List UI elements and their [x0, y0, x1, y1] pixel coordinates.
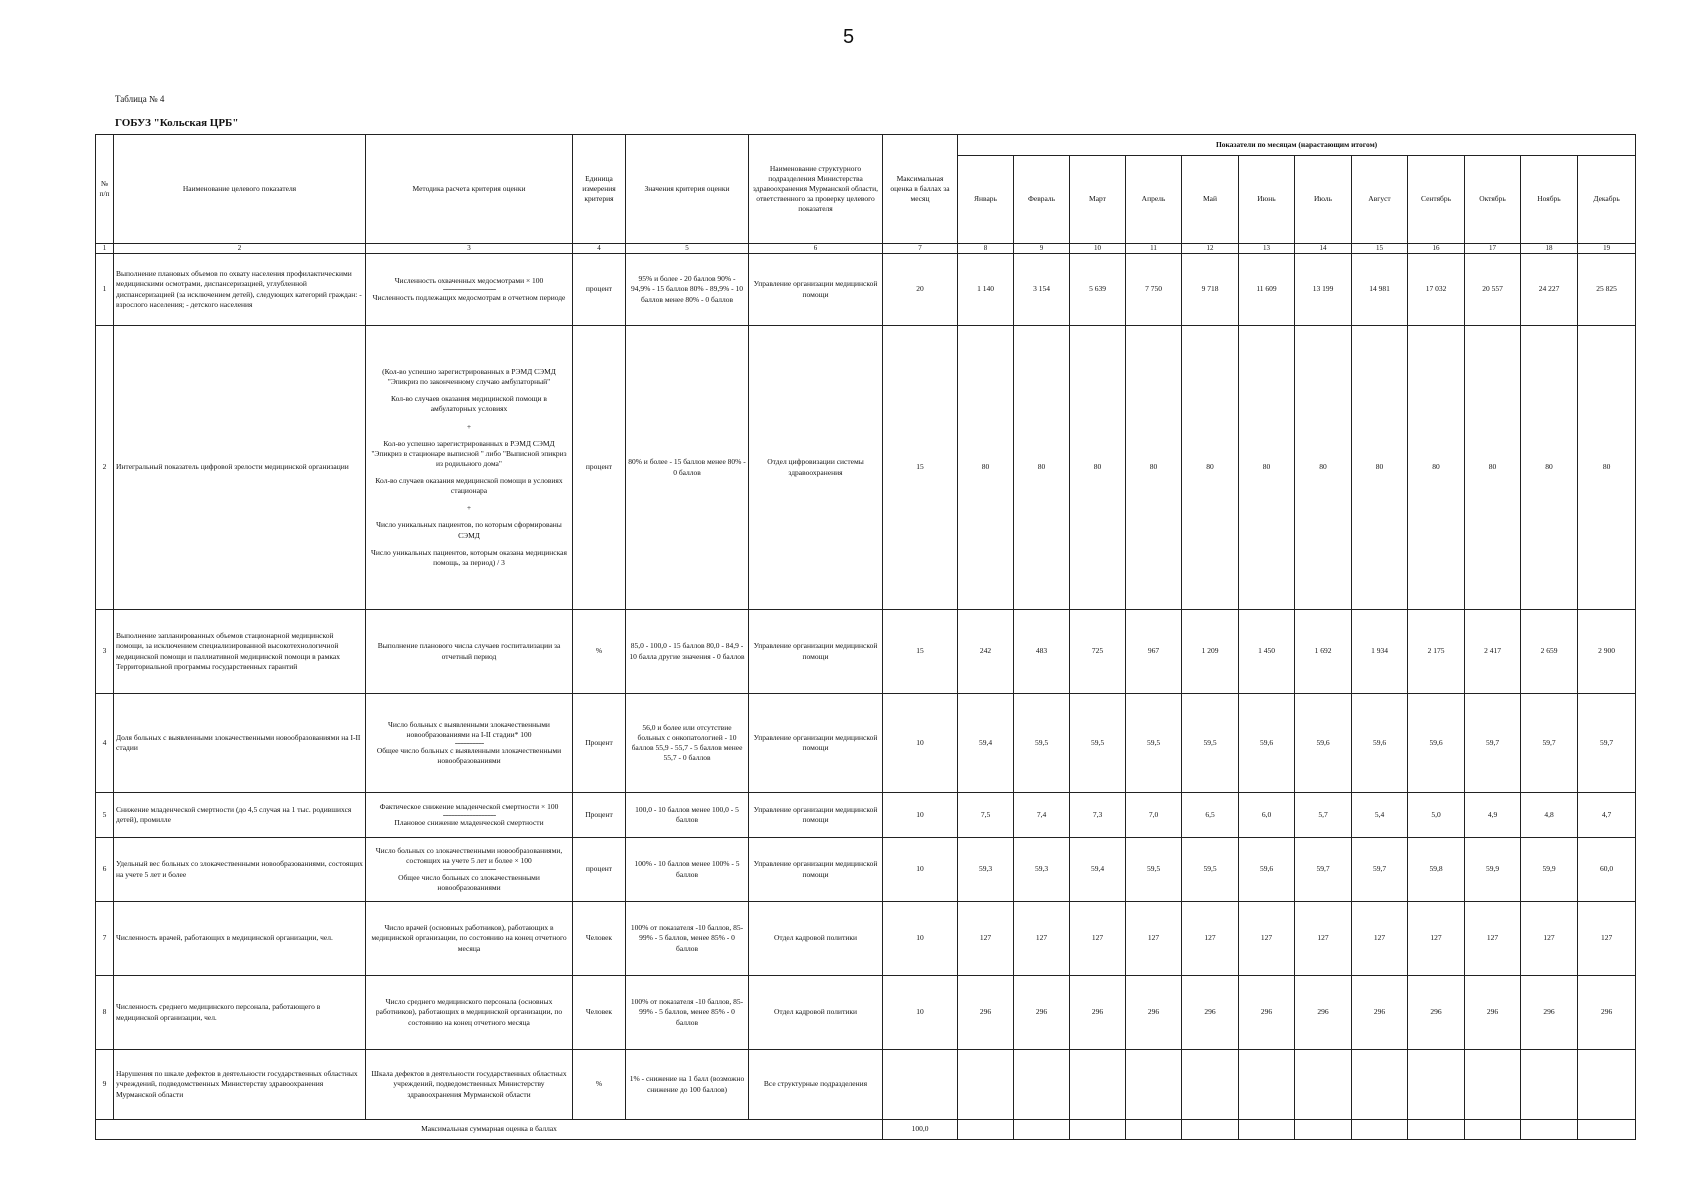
- month-value: 59,3: [1014, 838, 1070, 902]
- month-value: [1465, 1050, 1521, 1120]
- month-value: [1182, 1050, 1239, 1120]
- calculation-method: [366, 1050, 573, 1120]
- column-number: 15: [1352, 244, 1408, 254]
- header-month: Март: [1070, 156, 1126, 244]
- month-value: 4,7: [1578, 793, 1636, 838]
- method-line: +: [466, 503, 472, 513]
- month-value: 59,5: [1182, 838, 1239, 902]
- method-line: Численность подлежащих медосмотрам в отчетном периоде: [372, 292, 566, 302]
- month-value: [1408, 1050, 1465, 1120]
- indicators-table: [95, 134, 1636, 1140]
- unit: процент: [573, 838, 626, 902]
- month-value: 7,4: [1014, 793, 1070, 838]
- table-header: [96, 135, 1636, 254]
- max-score: [883, 1050, 958, 1120]
- header-max: Максимальная оценка в баллах за месяц: [883, 135, 958, 244]
- table-row: [96, 1050, 1636, 1120]
- month-value: 59,6: [1239, 838, 1295, 902]
- month-value: [1295, 1050, 1352, 1120]
- calculation-method: [366, 326, 573, 610]
- month-value: 59,7: [1465, 694, 1521, 793]
- responsible-dept: Управление организации медицинской помощи: [749, 610, 883, 694]
- column-number: 9: [1014, 244, 1070, 254]
- calculation-method: [366, 694, 573, 793]
- month-value: [1352, 1050, 1408, 1120]
- month-value: 127: [1465, 902, 1521, 976]
- month-value: 20 557: [1465, 254, 1521, 326]
- header-month: Июль: [1295, 156, 1352, 244]
- column-number: 12: [1182, 244, 1239, 254]
- month-value: 59,7: [1352, 838, 1408, 902]
- table-row: [96, 326, 1636, 610]
- indicator-name: Выполнение запланированных объемов стационарной медицинской помощи, за исключением специализированной высокотехнологичной медицинской помощи и паллиативной медицинской помощи в рамках Территориальной программы государственных гарантий: [114, 610, 366, 694]
- column-number: 1: [96, 244, 114, 254]
- month-value: 296: [1408, 976, 1465, 1050]
- column-number: 18: [1521, 244, 1578, 254]
- month-value: 296: [1126, 976, 1182, 1050]
- month-value: 80: [1521, 326, 1578, 610]
- month-value: 80: [1182, 326, 1239, 610]
- max-score: 10: [883, 793, 958, 838]
- header-month: Июнь: [1239, 156, 1295, 244]
- column-number: 17: [1465, 244, 1521, 254]
- month-value: 296: [1070, 976, 1126, 1050]
- unit: Человек: [573, 902, 626, 976]
- column-number: 4: [573, 244, 626, 254]
- calculation-method: [366, 793, 573, 838]
- organization-title: ГОБУЗ "Кольская ЦРБ": [115, 117, 239, 129]
- month-value: 127: [1578, 902, 1636, 976]
- table-body: [96, 254, 1636, 1120]
- month-value: 59,3: [958, 838, 1014, 902]
- row-number: 6: [96, 838, 114, 902]
- method-line: Число уникальных пациентов, которым оказана медицинская помощь, за период) / 3: [371, 547, 567, 567]
- indicator-name: Интегральный показатель цифровой зрелости медицинской организации: [114, 326, 366, 610]
- month-value: [1070, 1050, 1126, 1120]
- max-score: 15: [883, 610, 958, 694]
- calculation-method: [366, 254, 573, 326]
- month-value: 80: [1239, 326, 1295, 610]
- month-value: 2 417: [1465, 610, 1521, 694]
- table-row: [96, 838, 1636, 902]
- responsible-dept: Управление организации медицинской помощи: [749, 254, 883, 326]
- method-line: -----------------------------------: [442, 864, 496, 874]
- criteria-values: 56,0 и более или отсутствие больных с онкопатологией - 10 баллов 55,9 - 55,7 - 5 баллов менее 55,7 - 0 баллов: [626, 694, 749, 793]
- month-value: 4,9: [1465, 793, 1521, 838]
- month-value: 59,9: [1521, 838, 1578, 902]
- indicator-name: Численность среднего медицинского персонала, работающего в медицинской организации, чел.: [114, 976, 366, 1050]
- indicator-name: Удельный вес больных со злокачественными новообразованиями, состоящих на учете 5 лет и более: [114, 838, 366, 902]
- responsible-dept: Отдел цифровизации системы здравоохранения: [749, 326, 883, 610]
- method-line: -----------------------------------: [442, 809, 496, 819]
- month-value: 296: [1239, 976, 1295, 1050]
- month-value: [958, 1050, 1014, 1120]
- indicator-name: Снижение младенческой смертности (до 4,5 случая на 1 тыс. родившихся детей), промилле: [114, 793, 366, 838]
- month-value: 59,4: [1070, 838, 1126, 902]
- month-value: 296: [1182, 976, 1239, 1050]
- month-value: 80: [1070, 326, 1126, 610]
- month-value: 59,9: [1465, 838, 1521, 902]
- month-value: 127: [1352, 902, 1408, 976]
- header-month: Февраль: [1014, 156, 1070, 244]
- month-value: 60,0: [1578, 838, 1636, 902]
- month-value: 59,7: [1578, 694, 1636, 793]
- method-line: Число среднего медицинского персонала (основных работников), работающих в медицинской организации, по состоянию на конец отчетного месяца: [375, 997, 563, 1027]
- month-value: 80: [1578, 326, 1636, 610]
- row-number: 9: [96, 1050, 114, 1120]
- unit: процент: [573, 326, 626, 610]
- month-value: 296: [1352, 976, 1408, 1050]
- month-value: 59,6: [1239, 694, 1295, 793]
- row-number: 8: [96, 976, 114, 1050]
- month-value: 725: [1070, 610, 1126, 694]
- responsible-dept: Управление организации медицинской помощи: [749, 694, 883, 793]
- month-value: 24 227: [1521, 254, 1578, 326]
- row-number: 1: [96, 254, 114, 326]
- table-row: [96, 254, 1636, 326]
- header-months-group: Показатели по месяцам (нарастающим итогом): [958, 135, 1636, 156]
- table-row: [96, 793, 1636, 838]
- header-month: Август: [1352, 156, 1408, 244]
- unit: %: [573, 610, 626, 694]
- month-value: 2 900: [1578, 610, 1636, 694]
- month-value: 1 934: [1352, 610, 1408, 694]
- month-value: [1126, 1050, 1182, 1120]
- month-value: 59,5: [1126, 694, 1182, 793]
- criteria-values: 100% от показателя -10 баллов, 85-99% - 5 баллов, менее 85% - 0 баллов: [626, 976, 749, 1050]
- method-line: Фактическое снижение младенческой смертности × 100: [379, 801, 559, 811]
- column-number: 13: [1239, 244, 1295, 254]
- header-dept: Наименование структурного подразделения Министерства здравоохранения Мурманской области, ответственного за проверку целевого показателя: [749, 135, 883, 244]
- method-line: Кол-во успешно зарегистрированных в РЭМД СЭМД "Эпикриз в стационаре выписной " либо "Выписной эпикриз из родильного дома": [371, 438, 567, 468]
- method-line: (Кол-во успешно зарегистрированных в РЭМД СЭМД "Эпикриз по законченному случаю амбулаторный": [382, 367, 556, 387]
- column-number: 6: [749, 244, 883, 254]
- month-value: 5,0: [1408, 793, 1465, 838]
- month-value: 80: [1465, 326, 1521, 610]
- month-value: 7,0: [1126, 793, 1182, 838]
- month-value: 17 032: [1408, 254, 1465, 326]
- column-number: 14: [1295, 244, 1352, 254]
- method-line: Число больных с выявленными злокачественными новообразованиями на I-II стадии* 100: [388, 719, 550, 739]
- responsible-dept: Управление организации медицинской помощи: [749, 838, 883, 902]
- column-number: 16: [1408, 244, 1465, 254]
- month-value: 127: [1182, 902, 1239, 976]
- month-value: 296: [1578, 976, 1636, 1050]
- month-value: 127: [1014, 902, 1070, 976]
- month-value: 967: [1126, 610, 1182, 694]
- column-number: 19: [1578, 244, 1636, 254]
- header-month: Январь: [958, 156, 1014, 244]
- table-row: [96, 694, 1636, 793]
- header-criteria: Значения критерия оценки: [626, 135, 749, 244]
- month-value: 127: [1239, 902, 1295, 976]
- month-value: 11 609: [1239, 254, 1295, 326]
- month-value: 59,5: [1070, 694, 1126, 793]
- month-value: 5 639: [1070, 254, 1126, 326]
- month-value: 483: [1014, 610, 1070, 694]
- row-number: 3: [96, 610, 114, 694]
- total-value: 100,0: [883, 1120, 958, 1140]
- header-month: Ноябрь: [1521, 156, 1578, 244]
- month-value: 59,7: [1295, 838, 1352, 902]
- month-value: 59,7: [1521, 694, 1578, 793]
- responsible-dept: Все структурные подразделения: [749, 1050, 883, 1120]
- header-month: Декабрь: [1578, 156, 1636, 244]
- column-number-row: [96, 244, 1636, 254]
- criteria-values: 80% и более - 15 баллов менее 80% - 0 баллов: [626, 326, 749, 610]
- month-value: [1521, 1050, 1578, 1120]
- header-unit: Единица измерения критерия: [573, 135, 626, 244]
- month-value: 2 175: [1408, 610, 1465, 694]
- month-value: 296: [1295, 976, 1352, 1050]
- responsible-dept: Управление организации медицинской помощи: [749, 793, 883, 838]
- month-value: 7,3: [1070, 793, 1126, 838]
- max-score: 10: [883, 902, 958, 976]
- indicator-name: Численность врачей, работающих в медицинской организации, чел.: [114, 902, 366, 976]
- method-line: -----------------------------------: [442, 284, 496, 294]
- month-value: 127: [1295, 902, 1352, 976]
- table-caption: Таблица № 4: [115, 94, 165, 104]
- month-value: 1 209: [1182, 610, 1239, 694]
- month-value: 127: [958, 902, 1014, 976]
- header-month: Май: [1182, 156, 1239, 244]
- month-value: 127: [1070, 902, 1126, 976]
- month-value: 80: [1352, 326, 1408, 610]
- unit: Человек: [573, 976, 626, 1050]
- month-value: 14 981: [1352, 254, 1408, 326]
- month-value: 59,8: [1408, 838, 1465, 902]
- method-line: Шкала дефектов в деятельности государственных областных учреждений, подведомственных Министерству здравоохранения Мурманской области: [371, 1069, 567, 1099]
- column-number: 2: [114, 244, 366, 254]
- criteria-values: 85,0 - 100,0 - 15 баллов 80,0 - 84,9 - 10 балла другие значения - 0 баллов: [626, 610, 749, 694]
- responsible-dept: Отдел кадровой политики: [749, 902, 883, 976]
- month-value: 127: [1408, 902, 1465, 976]
- column-number: 8: [958, 244, 1014, 254]
- method-line: Число больных со злокачественными новообразованиями, состоящих на учете 5 лет и более × 100: [375, 846, 563, 866]
- month-value: 59,4: [958, 694, 1014, 793]
- month-value: 127: [1521, 902, 1578, 976]
- table-row: [96, 610, 1636, 694]
- month-value: 6,5: [1182, 793, 1239, 838]
- header-name: Наименование целевого показателя: [114, 135, 366, 244]
- unit: Процент: [573, 694, 626, 793]
- month-value: 80: [1295, 326, 1352, 610]
- criteria-values: 100% от показателя -10 баллов, 85-99% - 5 баллов, менее 85% - 0 баллов: [626, 902, 749, 976]
- max-score: 20: [883, 254, 958, 326]
- criteria-values: 100% - 10 баллов менее 100% - 5 баллов: [626, 838, 749, 902]
- unit: %: [573, 1050, 626, 1120]
- month-value: 9 718: [1182, 254, 1239, 326]
- header-method: Методика расчета критерия оценки: [366, 135, 573, 244]
- month-value: 5,7: [1295, 793, 1352, 838]
- month-value: [1239, 1050, 1295, 1120]
- max-score: 15: [883, 326, 958, 610]
- calculation-method: [366, 838, 573, 902]
- calculation-method: [366, 610, 573, 694]
- table-row: [96, 902, 1636, 976]
- total-label: Максимальная суммарная оценка в баллах: [96, 1120, 883, 1140]
- month-value: 59,6: [1295, 694, 1352, 793]
- max-score: 10: [883, 838, 958, 902]
- method-line: Численность охваченных медосмотрами × 100: [394, 276, 544, 286]
- month-value: 25 825: [1578, 254, 1636, 326]
- month-value: 80: [1014, 326, 1070, 610]
- column-number: 11: [1126, 244, 1182, 254]
- month-value: 1 450: [1239, 610, 1295, 694]
- month-value: [1578, 1050, 1636, 1120]
- header-num: № п/п: [96, 135, 114, 244]
- header-month: Сентябрь: [1408, 156, 1465, 244]
- total-row: [96, 1120, 1636, 1140]
- month-value: 296: [958, 976, 1014, 1050]
- calculation-method: [366, 976, 573, 1050]
- month-value: 80: [1126, 326, 1182, 610]
- method-line: -------------------: [454, 737, 484, 747]
- header-month: Апрель: [1126, 156, 1182, 244]
- month-value: 80: [958, 326, 1014, 610]
- month-value: 296: [1014, 976, 1070, 1050]
- method-line: Выполнение планового числа случаев госпитализации за отчетный период: [377, 641, 561, 661]
- unit: Процент: [573, 793, 626, 838]
- method-line: Общее число больных с выявленными злокачественными новообразованиями: [376, 746, 562, 766]
- method-line: Кол-во случаев оказания медицинской помощи в условиях стационара: [375, 476, 563, 496]
- header-month: Октябрь: [1465, 156, 1521, 244]
- method-line: Общее число больных со злокачественными новообразованиями: [398, 872, 540, 892]
- method-line: +: [466, 421, 472, 431]
- month-value: 127: [1126, 902, 1182, 976]
- method-line: Число врачей (основных работников), работающих в медицинской организации, по состоянию на конец отчетного месяца: [371, 923, 567, 953]
- indicator-name: Доля больных с выявленными злокачественными новообразованиями на I-II стадии: [114, 694, 366, 793]
- column-number: 5: [626, 244, 749, 254]
- page-number: 5: [842, 26, 855, 48]
- month-value: 296: [1521, 976, 1578, 1050]
- method-line: Плановое снижение младенческой смертности: [394, 818, 544, 828]
- column-number: 7: [883, 244, 958, 254]
- max-score: 10: [883, 976, 958, 1050]
- month-value: 59,6: [1352, 694, 1408, 793]
- month-value: 1 692: [1295, 610, 1352, 694]
- month-value: 6,0: [1239, 793, 1295, 838]
- column-number: 10: [1070, 244, 1126, 254]
- row-number: 7: [96, 902, 114, 976]
- max-score: 10: [883, 694, 958, 793]
- month-value: [1014, 1050, 1070, 1120]
- column-number: 3: [366, 244, 573, 254]
- month-value: 242: [958, 610, 1014, 694]
- criteria-values: 100,0 - 10 баллов менее 100,0 - 5 баллов: [626, 793, 749, 838]
- method-line: Кол-во случаев оказания медицинской помощи в амбулаторных условиях: [391, 394, 547, 414]
- month-value: 5,4: [1352, 793, 1408, 838]
- month-value: 3 154: [1014, 254, 1070, 326]
- month-value: 296: [1465, 976, 1521, 1050]
- month-value: 2 659: [1521, 610, 1578, 694]
- month-value: 13 199: [1295, 254, 1352, 326]
- criteria-values: 95% и более - 20 баллов 90% - 94,9% - 15 баллов 80% - 89,9% - 10 баллов менее 80% - 0 баллов: [626, 254, 749, 326]
- row-number: 4: [96, 694, 114, 793]
- row-number: 2: [96, 326, 114, 610]
- indicator-name: Нарушения по шкале дефектов в деятельности государственных областных учреждений, подведомственных Министерству здравоохранения Мурманской области: [114, 1050, 366, 1120]
- indicator-name: Выполнение плановых объемов по охвату населения профилактическими медицинскими осмотрами, диспансеризацией, углубленной диспансеризацией (за исключением детей), следующих категорий граждан: - взрослого населения; - детского населения: [114, 254, 366, 326]
- unit: процент: [573, 254, 626, 326]
- month-value: 59,6: [1408, 694, 1465, 793]
- table-row: [96, 976, 1636, 1050]
- month-value: 59,5: [1014, 694, 1070, 793]
- row-number: 5: [96, 793, 114, 838]
- month-value: 59,5: [1126, 838, 1182, 902]
- month-value: 7 750: [1126, 254, 1182, 326]
- responsible-dept: Отдел кадровой политики: [749, 976, 883, 1050]
- method-line: Число уникальных пациентов, по которым сформированы СЭМД: [376, 520, 562, 540]
- calculation-method: [366, 902, 573, 976]
- month-value: 80: [1408, 326, 1465, 610]
- month-value: 59,5: [1182, 694, 1239, 793]
- month-value: 4,8: [1521, 793, 1578, 838]
- month-value: 1 140: [958, 254, 1014, 326]
- criteria-values: 1% - снижение на 1 балл (возможно снижение до 100 баллов): [626, 1050, 749, 1120]
- month-value: 7,5: [958, 793, 1014, 838]
